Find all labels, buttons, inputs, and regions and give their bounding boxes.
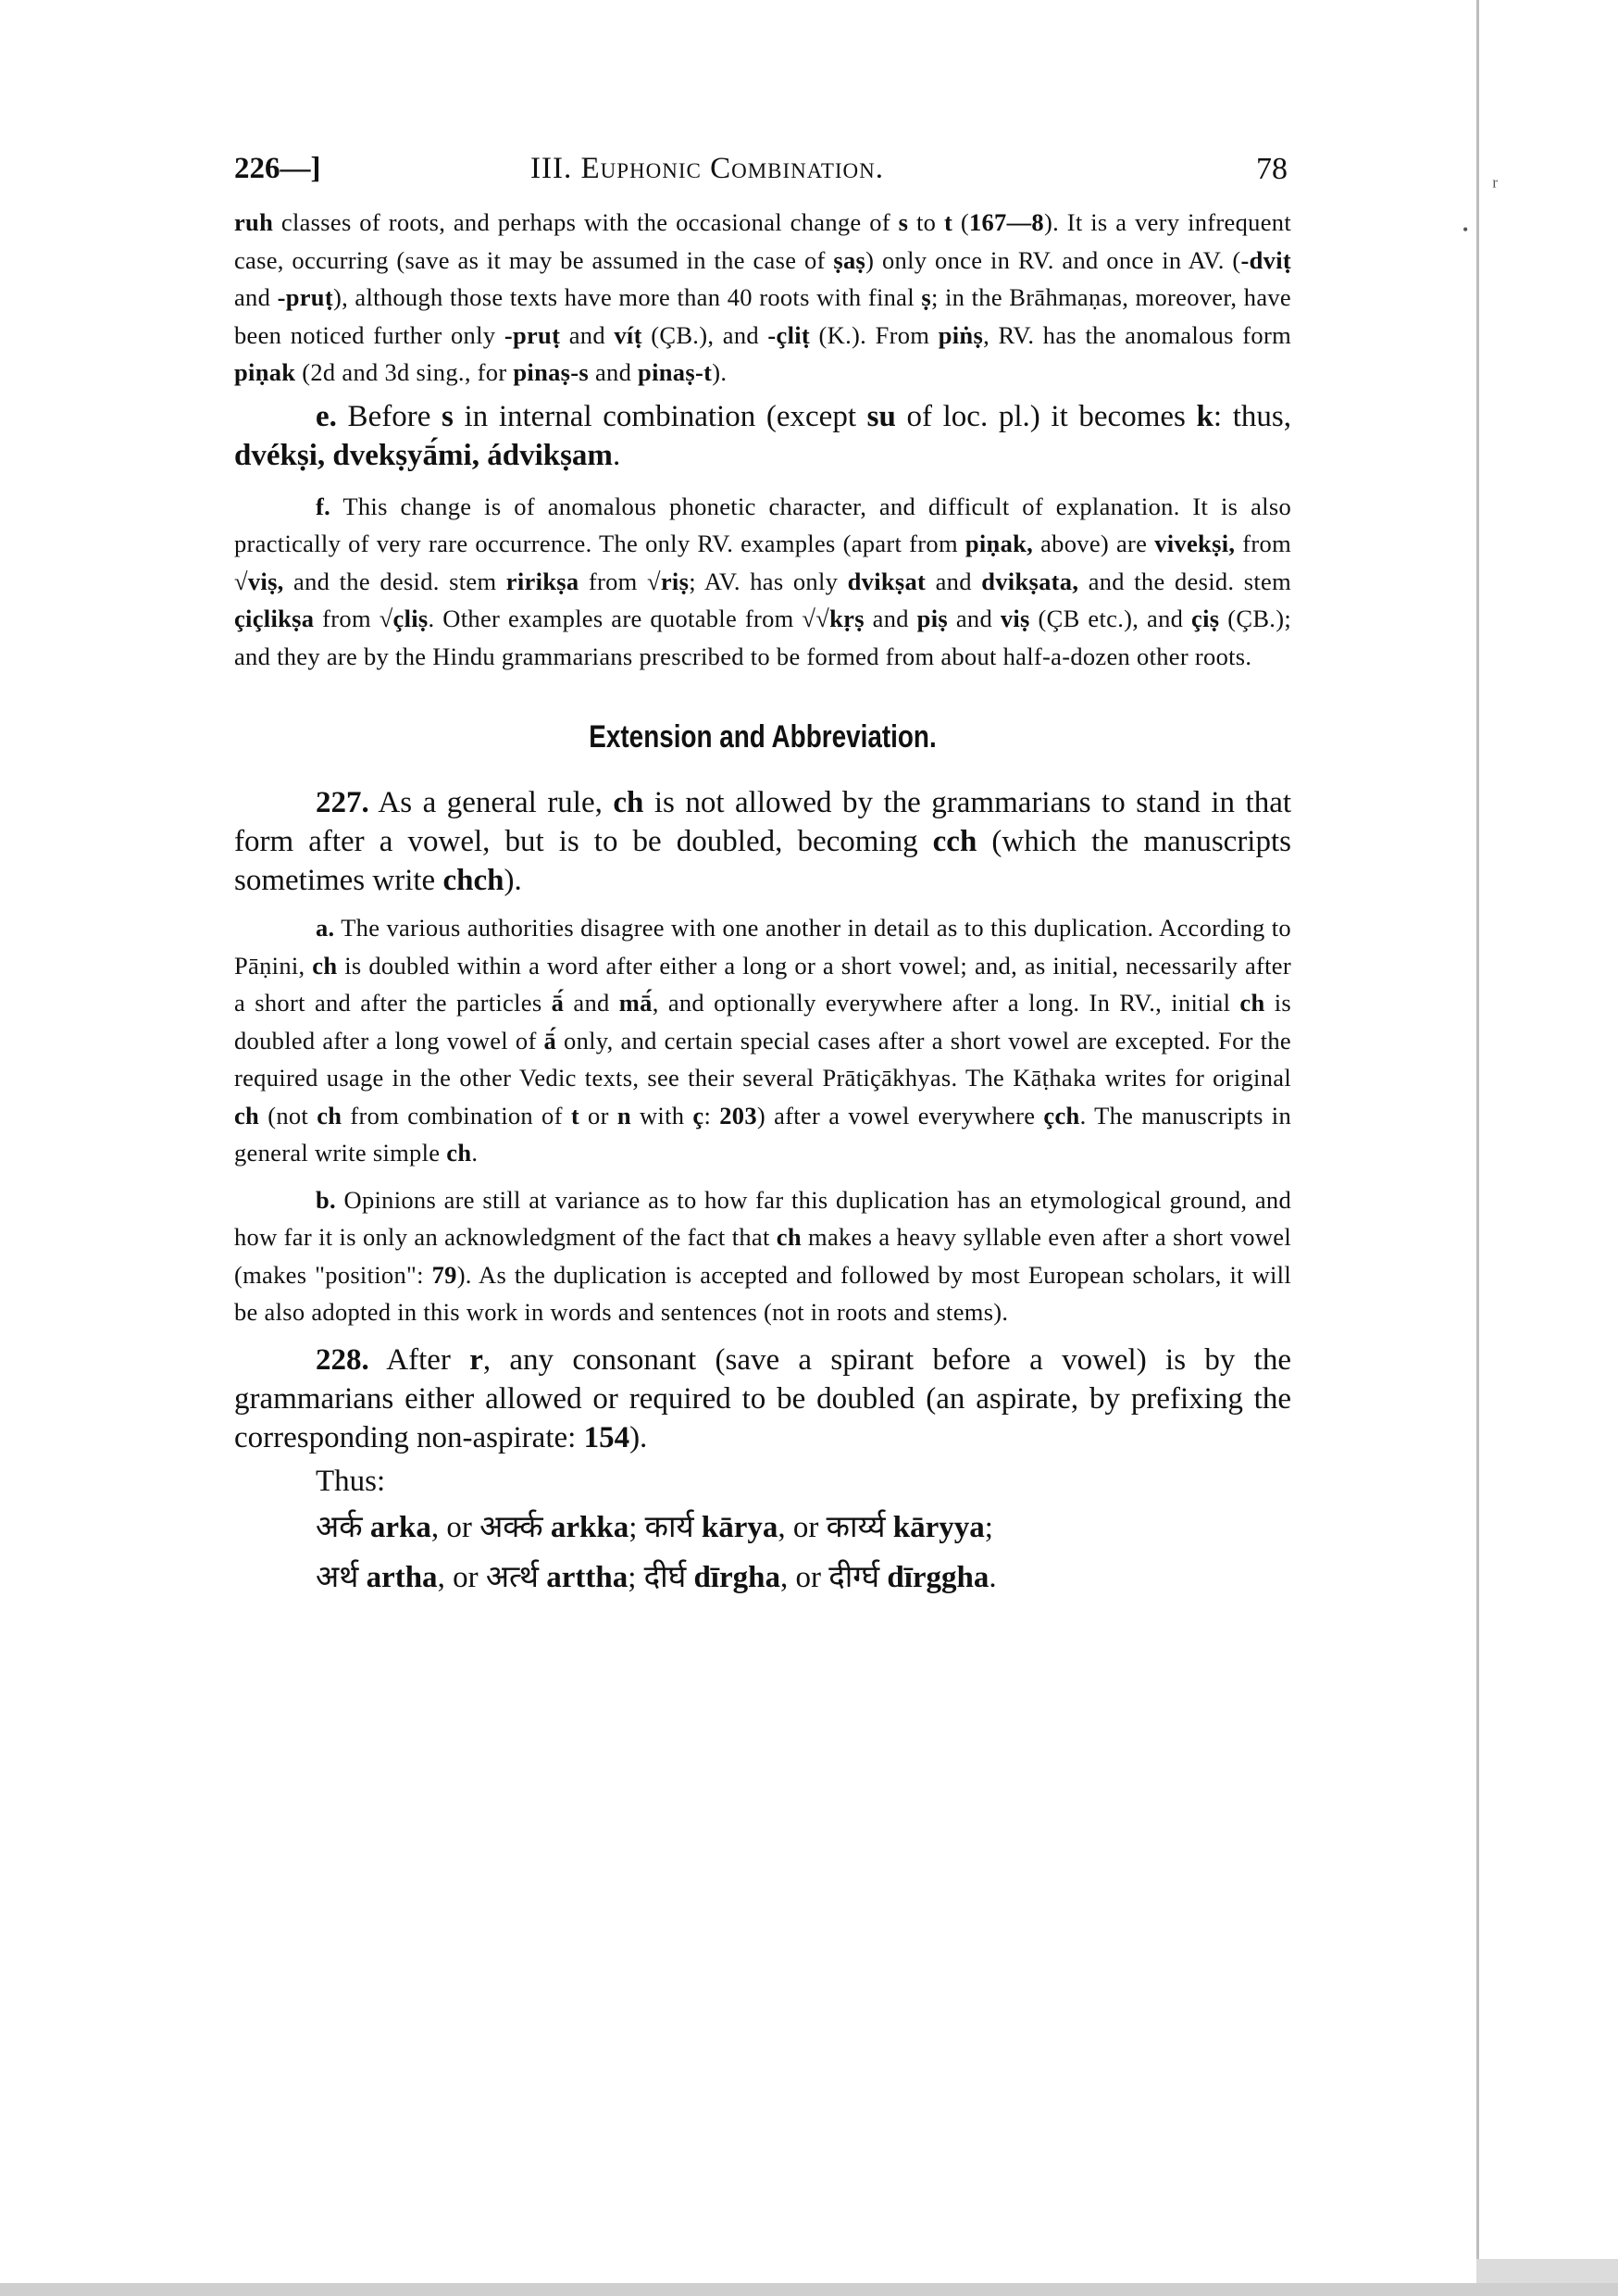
text: and the desid. stem <box>1078 567 1292 595</box>
page-edge-line <box>1476 0 1479 2268</box>
text: , or <box>430 1510 480 1544</box>
paragraph-label: a. <box>316 914 335 942</box>
text: with <box>630 1101 693 1129</box>
text: or <box>579 1101 617 1129</box>
text-bold: ṣ <box>921 283 931 311</box>
paragraph-227 <box>234 783 1291 900</box>
text: Opinions are still at variance as to how far this duplication has an etymological ground, and how far it is only an acknowledgment of the fact that <box>234 1185 1291 1251</box>
devanagari-word: अर्त्थ <box>485 1560 539 1594</box>
devanagari-word: अर्थ <box>316 1560 359 1594</box>
text: (2d and 3d sing., for <box>295 358 514 386</box>
paragraph-continued <box>234 204 1291 392</box>
text: ). It is a very infrequent case, occurring (save as it may be assumed in the case of <box>234 208 1291 274</box>
text: ( <box>952 208 969 236</box>
text: . <box>989 1560 997 1594</box>
text: to <box>908 208 944 236</box>
text-bold: ruh <box>234 208 274 236</box>
text-bold: ch <box>1239 989 1265 1017</box>
text: As a general rule, <box>368 786 614 819</box>
text: ; in the Brāhmaṇas, moreover, have been noticed further only <box>234 283 1291 349</box>
text-bold: ririkṣa <box>505 567 579 595</box>
text: ). <box>712 358 728 386</box>
text: . <box>471 1139 479 1167</box>
book-page <box>234 148 1291 1603</box>
transliteration: artha <box>366 1560 438 1594</box>
paragraph-label: b. <box>316 1185 336 1214</box>
text-bold: çch <box>1043 1101 1080 1129</box>
text: and the desid. stem <box>283 567 506 595</box>
text: and <box>864 605 917 632</box>
text-bold: -pruṭ <box>277 283 333 311</box>
text: (K.). From <box>810 320 939 349</box>
text-bold: ṣaṣ <box>833 245 866 274</box>
transliteration: dīrggha <box>887 1560 989 1594</box>
text-bold: -dviṭ <box>1240 245 1291 274</box>
section-reference: 167—8 <box>968 208 1044 236</box>
text: and <box>234 283 278 311</box>
text: , or <box>778 1510 827 1544</box>
example-line-2 <box>316 1553 1291 1603</box>
text: from √ <box>579 567 661 595</box>
text-bold: t <box>943 208 953 236</box>
text-bold: riṣ <box>660 567 690 595</box>
text: is doubled after a long vowel of <box>234 989 1291 1054</box>
section-number: 227. <box>316 786 369 819</box>
transliteration: dīrgha <box>693 1560 780 1594</box>
text-bold: pinaṣ-t <box>638 358 713 386</box>
text: and <box>589 358 639 386</box>
text-bold: çliṣ <box>392 605 429 632</box>
text: from combination of <box>342 1101 571 1129</box>
text-bold: s <box>898 208 909 236</box>
text: is doubled within a word after either a long or a short vowel; and, as initial, necessarily after a short and after the particles <box>234 951 1291 1017</box>
text: ). As the duplication is accepted and followed by most European scholars, it will be also adopted in this work in words and sentences (not in roots and stems). <box>234 1260 1291 1326</box>
text-bold: n <box>616 1101 631 1129</box>
text: , RV. has the anomalous form <box>983 320 1291 349</box>
text-bold: piṣ <box>916 605 948 632</box>
section-reference: 79 <box>431 1260 457 1289</box>
devanagari-word: अर्क <box>316 1510 363 1544</box>
paragraph-label: e. <box>316 399 337 433</box>
margin-mark: ʳ <box>1492 172 1499 201</box>
examples-intro: Thus: <box>316 1464 386 1498</box>
text: (not <box>259 1101 317 1129</box>
text-bold: -pruṭ <box>504 320 561 349</box>
text: and <box>564 989 619 1017</box>
section-reference: 154 <box>583 1420 630 1454</box>
text: from √ <box>314 605 393 632</box>
text-bold: r <box>469 1342 483 1377</box>
text: ). <box>504 864 522 897</box>
transliteration: kāryya <box>892 1510 985 1544</box>
text: ; <box>629 1510 645 1544</box>
text: ) only once in RV. and once in AV. ( <box>865 245 1241 274</box>
text-bold: ch <box>776 1223 802 1251</box>
paragraph-label: f. <box>316 492 331 520</box>
text: of loc. pl.) it becomes <box>895 399 1197 433</box>
page-number: 78 <box>1256 152 1288 186</box>
text-bold: dvékṣi, dvekṣyā́mi, ádvikṣam <box>234 438 613 472</box>
section-number: 228. <box>316 1342 369 1377</box>
text: and <box>560 320 615 349</box>
page-bottom-shadow <box>0 2283 1618 2296</box>
paragraph-227b <box>234 1181 1291 1331</box>
text-bold: chch <box>442 864 504 897</box>
page-margin-right <box>1479 0 1618 2296</box>
text: (which the manuscripts sometimes write <box>234 825 1291 897</box>
text-bold: vivekṣi, <box>1154 530 1236 557</box>
text-bold: su <box>866 399 896 433</box>
text: This change is of anomalous phonetic character, and difficult of explanation. It is also practically of very rare occurrence. The only RV. examples (apart from <box>234 492 1291 557</box>
text: The various authorities disagree with one another in detail as to this duplication. According to Pāṇini, <box>234 914 1291 980</box>
devanagari-word: कार्य <box>644 1510 694 1544</box>
text-bold: ch <box>613 786 644 819</box>
text-bold: dvikṣat <box>847 567 927 595</box>
text-bold: ā́ <box>551 989 565 1017</box>
text: only, and certain special cases after a short vowel are excepted. For the required usage in the other Vedic texts, see their several Prātiçākhyas. The Kāṭhaka writes for original <box>234 1026 1291 1092</box>
text-bold: -çliṭ <box>767 320 811 349</box>
paragraph-e <box>234 397 1291 475</box>
paragraph-228 <box>234 1341 1291 1457</box>
text: Before <box>336 399 442 433</box>
text: ) after a vowel everywhere <box>756 1101 1044 1129</box>
text-bold: piṇak <box>234 358 296 386</box>
text: (ÇB.); and they are by the Hindu grammarians prescribed to be formed from about half-a-dozen other roots. <box>234 605 1292 670</box>
text: is not allowed by the grammarians to stand in that form after a vowel, but is to be doubled, becoming <box>234 786 1292 858</box>
text-bold: viṣ <box>1000 605 1030 632</box>
text: ; <box>984 1510 993 1544</box>
text-bold: ch <box>317 1101 342 1129</box>
transliteration: arttha <box>546 1560 629 1594</box>
text: ), although those texts have more than 40 roots with final <box>332 283 922 311</box>
paragraph-f <box>234 488 1291 676</box>
text: After <box>368 1342 470 1377</box>
running-title: III. Euphonic Combination. <box>530 152 885 185</box>
text-bold: s <box>442 399 454 433</box>
example-line-1 <box>316 1503 1291 1553</box>
text: and <box>948 605 1001 632</box>
devanagari-word: अर्क्क <box>479 1510 543 1544</box>
text-bold: dvikṣata, <box>981 567 1079 595</box>
text-bold: mā́ <box>618 989 653 1017</box>
margin-dot: • <box>1462 220 1469 239</box>
running-header <box>234 148 1291 193</box>
text: above) are <box>1033 530 1155 557</box>
text: , and optionally everywhere after a long. In RV., initial <box>652 989 1240 1017</box>
text-bold: ch <box>312 951 338 980</box>
text-bold: ch <box>446 1139 472 1167</box>
text: ; AV. has only <box>689 567 848 595</box>
text: . The manuscripts in general write simple <box>234 1101 1291 1167</box>
text-bold: viṣ, <box>247 567 284 595</box>
paragraph-227a <box>234 909 1291 1172</box>
text: : thus, <box>1213 399 1291 433</box>
text-bold: ç <box>692 1101 704 1129</box>
text-bold: víṭ <box>614 320 642 349</box>
text-bold: k <box>1196 399 1214 433</box>
text: makes a heavy syllable even after a short vowel (makes "position": <box>234 1223 1291 1289</box>
text-bold: piṇak, <box>965 530 1034 557</box>
text: (ÇB etc.), and <box>1029 605 1192 632</box>
text-bold: ā́ <box>543 1026 557 1054</box>
devanagari-word: दीर्घ <box>643 1560 687 1594</box>
transliteration: kārya <box>701 1510 778 1544</box>
section-heading: Extension and Abbreviation. <box>589 719 937 755</box>
text: and <box>926 567 982 595</box>
text: ). <box>629 1420 648 1454</box>
text: , or <box>779 1560 829 1594</box>
text: classes of roots, and perhaps with the occasional change of <box>273 208 899 236</box>
text: ; <box>628 1560 644 1594</box>
text: . Other examples are quotable from √√ <box>428 605 830 632</box>
text: , or <box>437 1560 486 1594</box>
text-bold: cch <box>932 825 977 858</box>
text-bold: t <box>570 1101 579 1129</box>
transliteration: arkka <box>550 1510 629 1544</box>
text-bold: çiṣ <box>1191 605 1220 632</box>
text: from √ <box>234 530 1291 595</box>
text: , any consonant (save a spirant before a vowel) is by the grammarians either allowed or required to be doubled (an aspirate, by prefixing the corresponding non-aspirate: <box>234 1342 1291 1454</box>
text: in internal combination (except <box>453 399 867 433</box>
text-bold: piṅṣ <box>938 320 984 349</box>
section-number: 226—] <box>234 152 321 185</box>
text-bold: pinaṣ-s <box>513 358 590 386</box>
devanagari-word: दीर्ग्घ <box>828 1560 880 1594</box>
text: (ÇB.), and <box>641 320 768 349</box>
text: . <box>612 438 621 472</box>
section-reference: 203 <box>719 1101 757 1129</box>
devanagari-word: कार्य्य <box>826 1510 886 1544</box>
text-bold: kṛṣ <box>829 605 865 632</box>
text-bold: ch <box>234 1101 260 1129</box>
text: : <box>703 1101 720 1129</box>
transliteration: arka <box>369 1510 431 1544</box>
text-bold: çiçlikṣa <box>234 605 315 632</box>
